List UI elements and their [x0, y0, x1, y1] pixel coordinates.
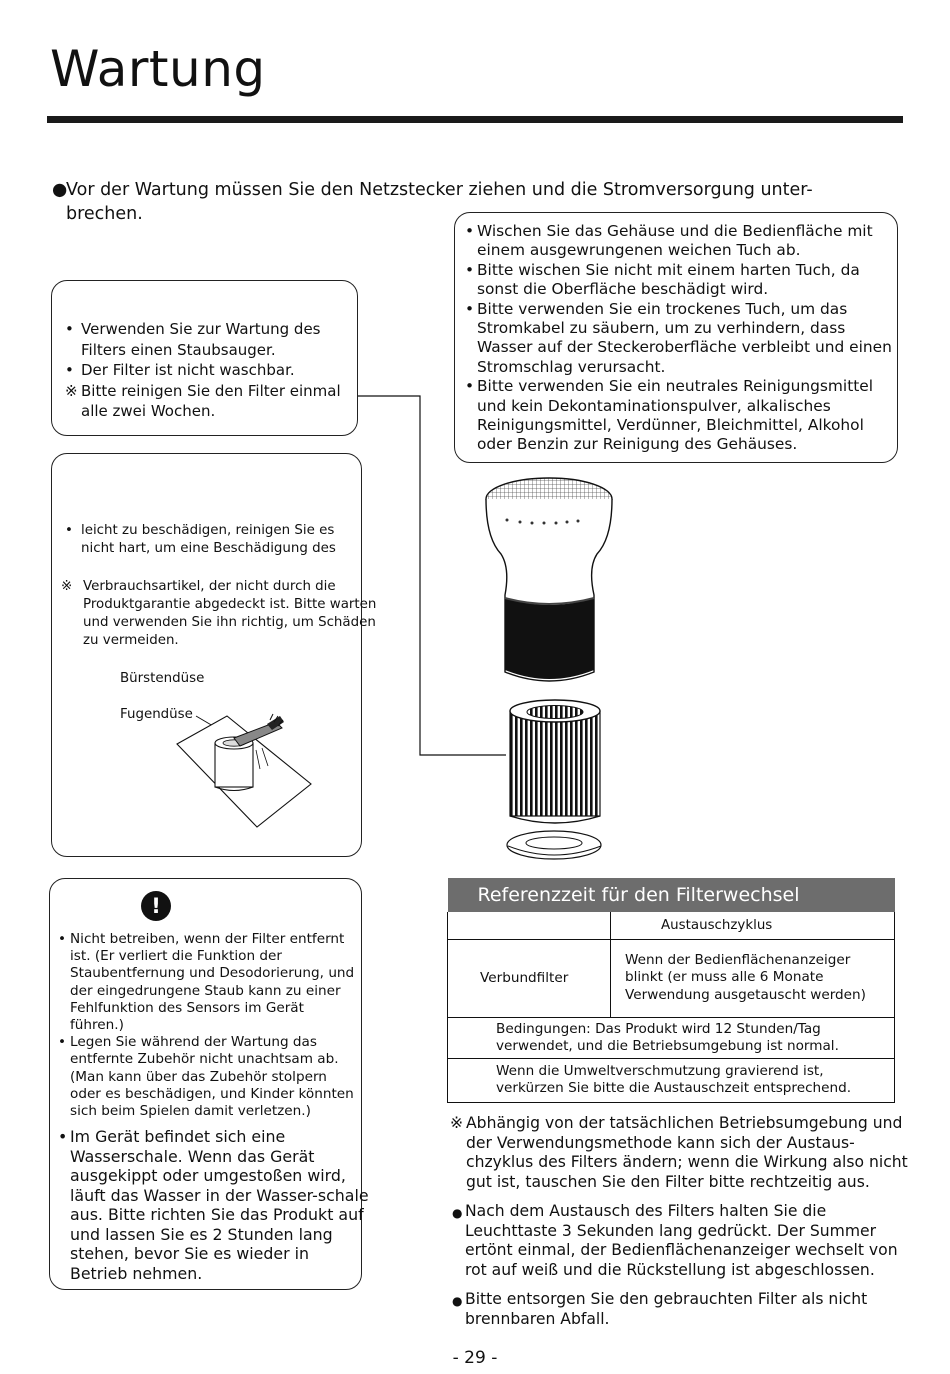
- label-crevice-nozzle: Fugendüse: [120, 707, 193, 722]
- accessory-box: [51, 453, 377, 857]
- page-number: - 29 -: [452, 1348, 498, 1368]
- replacement-notes: [450, 1114, 910, 1339]
- filter-cleaning-list: [65, 319, 350, 422]
- list-item: ● Bitte entsorgen Sie den gebrauchten Filter als nicht brennbaren Abfall.: [452, 1290, 868, 1328]
- label-brush-nozzle: Bürstendüse: [120, 671, 205, 686]
- list-item: • Bitte verwenden Sie ein neutrales Reinigungsmittel und kein Dekontaminationspulver, alkalisches Reinigungsmittel, Verdünner, Bleichmittel, Alkohol oder Benzin zur Reinigung des Gehäuses.: [465, 377, 874, 454]
- base-ring-icon: [507, 831, 601, 859]
- warning-list: [58, 931, 358, 1120]
- list-item: ※ Bitte reinigen Sie den Filter einmal alle zwei Wochen.: [65, 381, 341, 420]
- table-note: Wenn die Umweltverschmutzung gravierend ist, verkürzen Sie bitte die Austauschzeit entsprechend.: [448, 1058, 895, 1102]
- filter-cleaning-box: [51, 280, 358, 436]
- warning-icon: !: [141, 891, 171, 921]
- list-item: • Der Filter ist nicht waschbar.: [65, 361, 295, 379]
- list-item: • Nicht betreiben, wenn der Filter entfernt ist. (Er verliert die Funktion der Staubentfernung und Desodorierung, und der eingedrungene Staub kann zu einer Fehlfunktion des Sensors im Gerät führen.): [58, 931, 355, 1034]
- table-col-header: Austauschzyklus: [611, 912, 895, 939]
- page-title: Wartung: [50, 40, 266, 98]
- table-title: Referenzzeit für den Filterwechsel: [448, 878, 895, 912]
- list-item: • Wischen Sie das Gehäuse und die Bedienfläche mit einem ausgewrungenen weichen Tuch ab.: [465, 222, 873, 260]
- list-item: ● Nach dem Austausch des Filters halten Sie die Leuchttaste 3 Sekunden lang gedrückt. Der Summer ertönt einmal, der Bedienflächenanzeiger wechselt von rot auf weiß und die Rückstellung ist abgeschlossen.: [452, 1202, 898, 1279]
- intro-text: Vor der Wartung müssen Sie den Netzstecker ziehen und die Stromversorgung unter-brechen.: [66, 180, 813, 224]
- warning-box: [49, 878, 369, 1290]
- list-item: • Verwenden Sie zur Wartung des Filters einen Staubsauger.: [65, 320, 321, 359]
- list-item: • Bitte wischen Sie nicht mit einem harten Tuch, da sonst die Oberfläche beschädigt wird.: [465, 260, 860, 299]
- housing-cleaning-box: [454, 212, 898, 463]
- filter-cartridge-icon: [510, 700, 600, 823]
- list-item: • Bitte verwenden Sie ein trockenes Tuch, um das Stromkabel zu säubern, um zu verhindern, dass Wasser auf der Steckeroberfläche verbleibt und einen Stromschlag verursacht.: [465, 299, 892, 376]
- list-item: • Legen Sie während der Wartung das entfernte Zubehör nicht unachtsam ab. (Man kann über das Zubehör stolpern oder es beschädigen, und Kinder könnten sich beim Spielen damit verletzen.): [58, 1034, 354, 1120]
- filter-replacement-table: [447, 878, 895, 1103]
- list-item: ※ Verbrauchsartikel, der nicht durch die Produktgarantie abgedeckt ist. Bitte warten und verwenden Sie ihn richtig, um Schäden zu vermeiden.: [61, 579, 377, 648]
- list-item: ※ Abhängig von der tatsächlichen Betriebsumgebung und der Verwendungsmethode kann sich der Austaus-chzyklus des Filters ändern; wenn die Wirkung also nicht gut ist, tauschen Sie den Filter bitte rechtzeitig aus.: [450, 1114, 908, 1191]
- table-row-value: Wenn der Bedienflächenanzeiger blinkt (er muss alle 6 Monate Verwendung ausgetauscht werden): [611, 939, 895, 1017]
- table-row-label: Verbundfilter: [448, 939, 611, 1017]
- list-item: • Im Gerät befindet sich eine Wasserschale. Wenn das Gerät ausgekippt oder umgestoßen wird, läuft das Wasser in der Wasser-schale aus. Bitte richten Sie das Produkt auf und lassen Sie es 2 Stunden lang stehen, bevor Sie es wieder in Betrieb nehmen.: [58, 1127, 369, 1283]
- table-corner-cell: [448, 912, 611, 939]
- table-note: Bedingungen: Das Produkt wird 12 Stunden/Tag verwendet, und die Betriebsumgebung ist normal.: [448, 1017, 895, 1058]
- bullet-icon: ●: [52, 180, 68, 200]
- list-item: • leicht zu beschädigen, reinigen Sie es nicht hart, um eine Beschädigung des: [65, 523, 336, 556]
- housing-cleaning-list: [465, 222, 895, 455]
- purifier-icon: [486, 478, 612, 681]
- vacuum-nozzle-icon: [52, 454, 363, 858]
